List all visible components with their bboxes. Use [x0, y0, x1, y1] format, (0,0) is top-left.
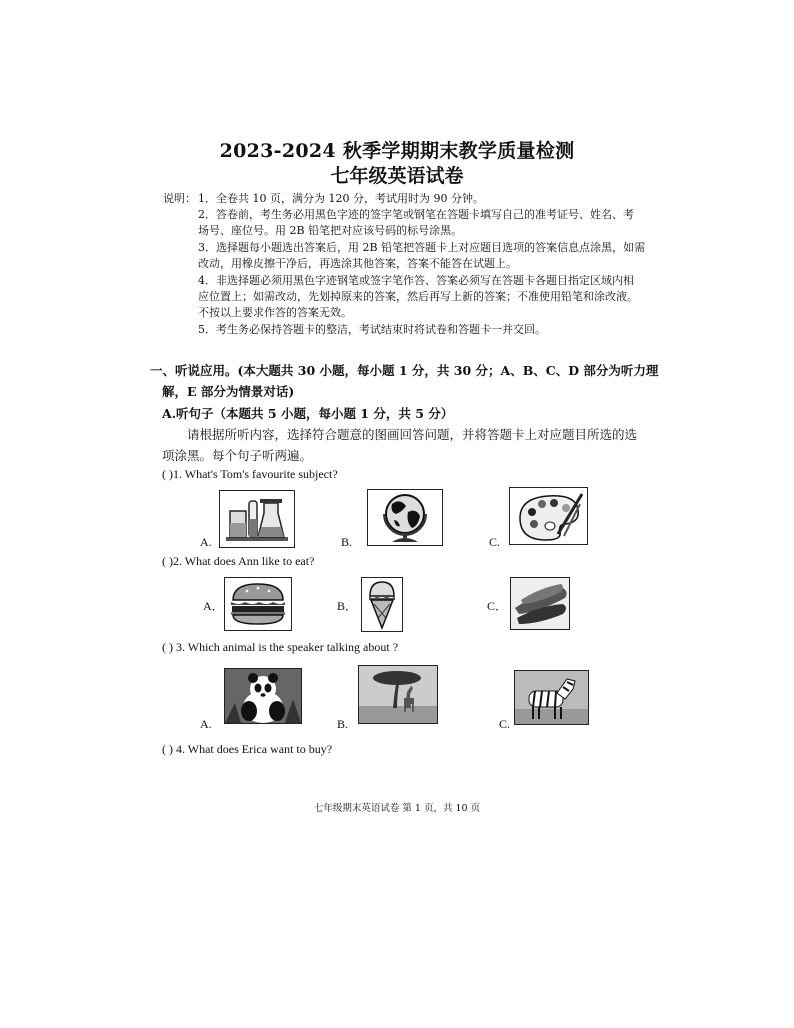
- lab-beakers-icon: [220, 491, 294, 547]
- instruction-line: 5．考生务必保持答题卡的整洁，考试结束时将试卷和答题卡一并交回。: [198, 323, 546, 336]
- part-a-title: A.听句子（本题共 5 小题，每小题 1 分，共 5 分）: [162, 406, 454, 421]
- section-title: 一、听说应用。(本大题共 30 小题，每小题 1 分，共 30 分；A、B、C、D 部分为听力理: [150, 363, 659, 378]
- hamburger-image[interactable]: [224, 577, 292, 631]
- carrots-icon: [511, 578, 569, 629]
- lab-beakers-image[interactable]: [219, 490, 295, 548]
- question-4: ( ) 4. What does Erica want to buy?: [162, 742, 333, 756]
- option-b-label: B．: [337, 599, 358, 613]
- hamburger-icon: [225, 578, 291, 630]
- zebra-icon: [515, 671, 588, 724]
- exam-title: 2023-2024 秋季学期期末教学质量检测: [219, 140, 575, 162]
- option-b-label: B.: [341, 535, 353, 549]
- option-a-label: A．: [203, 599, 224, 613]
- instruction-line: 场号、座位号。用 2B 铅笔把对应该号码的标号涂黑。: [198, 224, 463, 237]
- giraffe-icon: [359, 666, 437, 723]
- option-b-label: B.: [337, 717, 349, 731]
- ice-cream-image[interactable]: [361, 577, 403, 632]
- instruction-line: 3．选择题每小题选出答案后，用 2B 铅笔把答题卡上对应题目选项的答案信息点涂黑，如需: [198, 241, 646, 254]
- instruction-line: 4．非选择题必须用黑色字迹钢笔或签字笔作答、答案必须写在答题卡各题目指定区域内相: [198, 274, 634, 287]
- section-title-cont: 解，E 部分为情景对话): [162, 384, 295, 399]
- instruction-line: 1．全卷共 10 页，满分为 120 分，考试用时为 90 分钟。: [198, 192, 484, 205]
- question-3: ( ) 3. Which animal is the speaker talking about ?: [162, 640, 399, 654]
- paint-palette-icon: [510, 488, 587, 544]
- giraffe-image[interactable]: [358, 665, 438, 724]
- paint-palette-image[interactable]: [509, 487, 588, 545]
- option-c-label: C．: [487, 599, 508, 613]
- question-1: ( )1. What's Tom's favourite subject?: [162, 467, 338, 481]
- option-a-label: A.: [200, 717, 212, 731]
- option-c-label: C.: [489, 535, 501, 549]
- option-c-label: C.: [499, 717, 511, 731]
- part-a-instructions: 请根据所听内容，选择符合题意的图画回答问题，并将答题卡上对应题目所选的选: [187, 427, 638, 442]
- instruction-line: 2．答卷前，考生务必用黑色字迹的签字笔或钢笔在答题卡填写自己的准考证号、姓名、考: [198, 208, 634, 221]
- globe-icon: [368, 490, 442, 545]
- panda-icon: [225, 669, 301, 723]
- instruction-line: 应位置上；如需改动，先划掉原来的答案，然后再写上新的答案；不准使用铅笔和涂改液。: [198, 290, 638, 303]
- exam-subtitle: 七年级英语试卷: [330, 165, 464, 187]
- question-2: ( )2. What does Ann like to eat?: [162, 554, 315, 568]
- globe-image[interactable]: [367, 489, 443, 546]
- ice-cream-icon: [362, 578, 402, 631]
- part-a-instructions-cont: 项涂黑。每个句子听两遍。: [162, 448, 313, 463]
- carrots-image[interactable]: [510, 577, 570, 630]
- instruction-line: 改动，用橡皮擦干净后，再选涂其他答案，答案不能答在试题上。: [198, 257, 517, 270]
- instruction-line: 不按以上要求作答的答案无效。: [198, 306, 352, 319]
- instructions-label: 说明：: [163, 192, 196, 205]
- option-a-label: A.: [200, 535, 212, 549]
- page-footer: 七年级期末英语试卷 第 1 页，共 10 页: [313, 803, 481, 814]
- panda-image[interactable]: [224, 668, 302, 724]
- zebra-image[interactable]: [514, 670, 589, 725]
